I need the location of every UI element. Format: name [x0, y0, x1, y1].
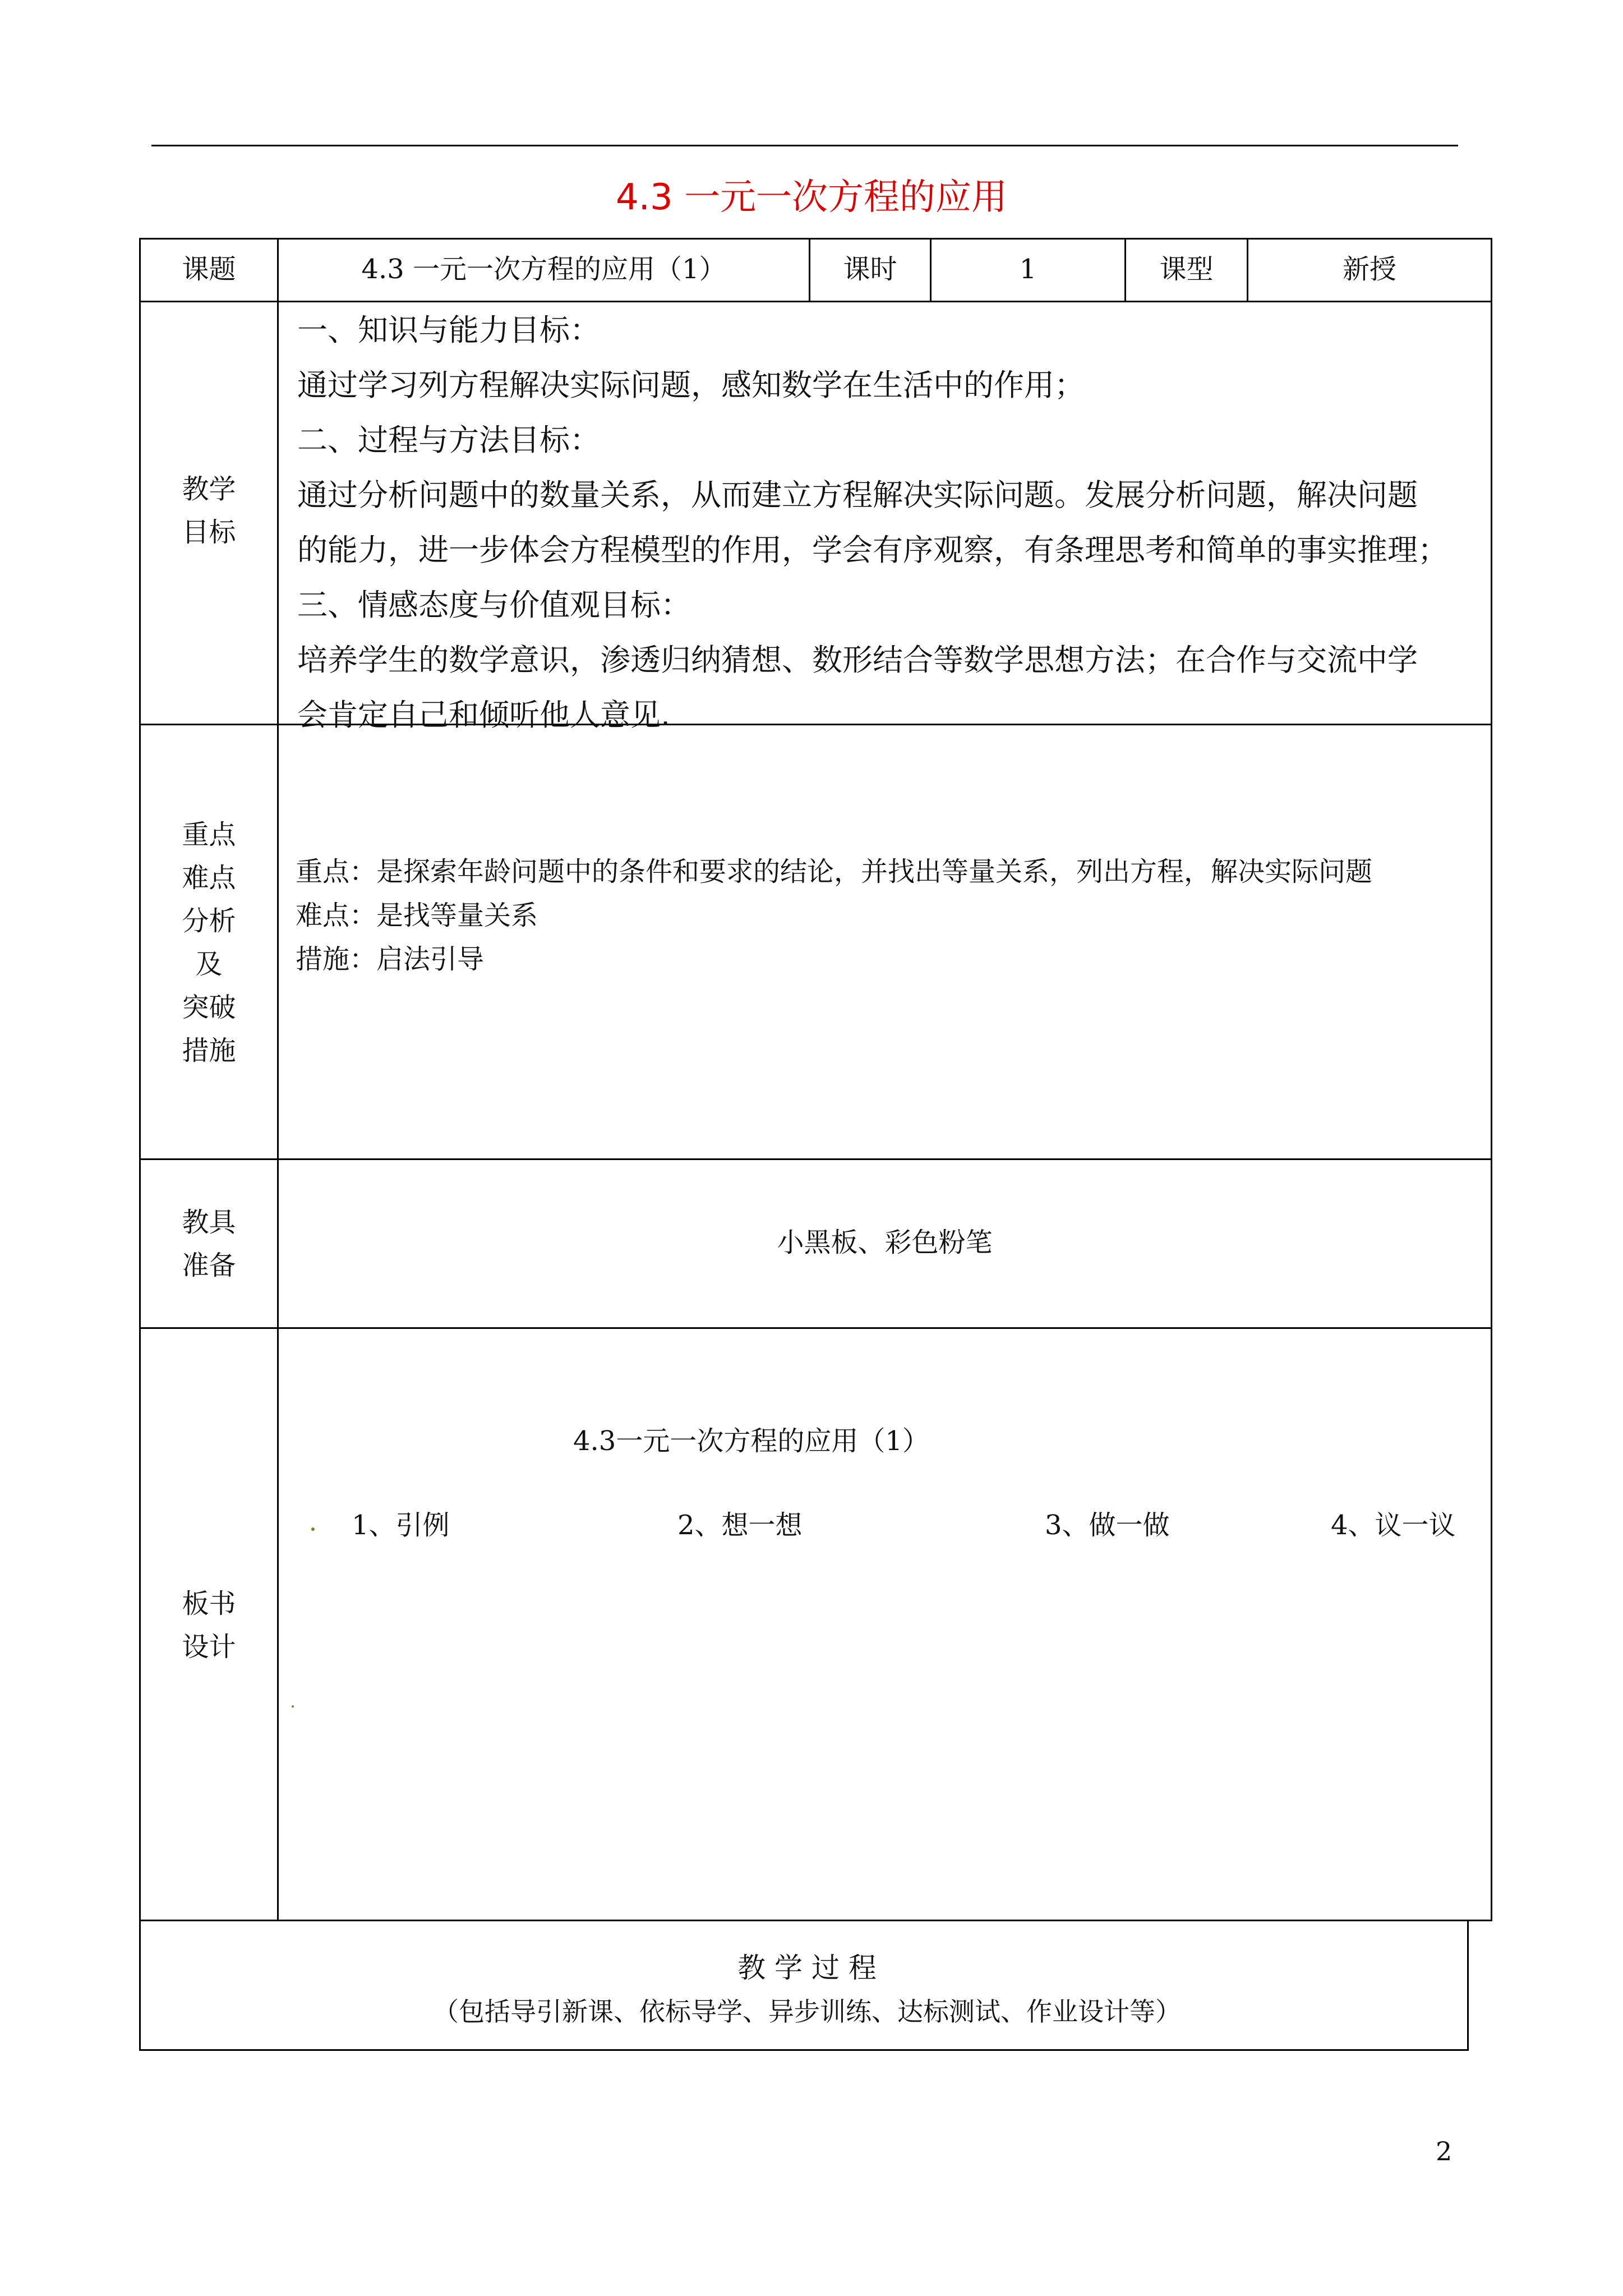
tools-value: 小黑板、彩色粉笔 [777, 1227, 993, 1258]
board-design-label: 板书 设计 [182, 1588, 236, 1663]
objectives-label: 教学 目标 [182, 473, 236, 548]
key-point-line: 重点：是探索年龄问题中的条件和要求的结论，并找出等量关系，列出方程，解决实际问题 [296, 856, 1373, 887]
objective-line: 的能力，进一步体会方程模型的作用，学会有序观察，有条理思考和简单的事实推理； [297, 532, 1448, 568]
key-points-label: 重点 难点 分析 及 突破 措施 [182, 819, 236, 1066]
board-item: 3、做一做 [1045, 1510, 1170, 1541]
topic-value: 4.3 一元一次方程的应用（1） [361, 254, 726, 285]
board-item: 2、想一想 [677, 1510, 803, 1541]
objective-line: 通过分析问题中的数量关系，从而建立方程解决实际问题。发展分析问题，解决问题 [297, 477, 1418, 513]
type-value: 新授 [1342, 254, 1396, 285]
key-points-text [296, 850, 1372, 981]
objective-line: 二、过程与方法目标： [297, 422, 600, 458]
objective-line: 培养学生的数学意识，渗透归纳猜想、数形结合等数学思想方法；在合作与交流中学 [297, 642, 1418, 678]
hours-label: 课时 [843, 254, 897, 285]
page-title: 4.3 一元一次方程的应用 [615, 177, 1008, 218]
board-item: 4、议一议 [1331, 1510, 1456, 1541]
page-number: 2 [1436, 2136, 1453, 2166]
board-heading: 4.3一元一次方程的应用（1） [573, 1425, 929, 1457]
stray-mark [292, 1705, 294, 1708]
objective-line: 三、情感态度与价值观目标： [297, 587, 691, 623]
process-subtitle: （包括导引新课、依标导学、异步训练、达标测试、作业设计等） [433, 1996, 1181, 2027]
type-label: 课型 [1159, 254, 1214, 285]
objective-line: 通过学习列方程解决实际问题，感知数学在生活中的作用； [297, 367, 1085, 403]
tools-label: 教具 准备 [182, 1207, 236, 1281]
objective-line: 会肯定自己和倾听他人意见. [297, 697, 671, 733]
objectives-text [297, 303, 1497, 743]
topic-label: 课题 [182, 254, 236, 285]
key-point-line: 难点：是找等量关系 [296, 900, 538, 931]
key-point-line: 措施：启法引导 [296, 944, 485, 975]
process-title: 教 学 过 程 [737, 1952, 877, 1984]
objective-line: 一、知识与能力目标： [297, 312, 600, 348]
board-item: 1、引例 [352, 1510, 450, 1541]
header-rule [151, 145, 1458, 146]
stray-mark [311, 1527, 315, 1531]
hours-value: 1 [1019, 254, 1037, 285]
